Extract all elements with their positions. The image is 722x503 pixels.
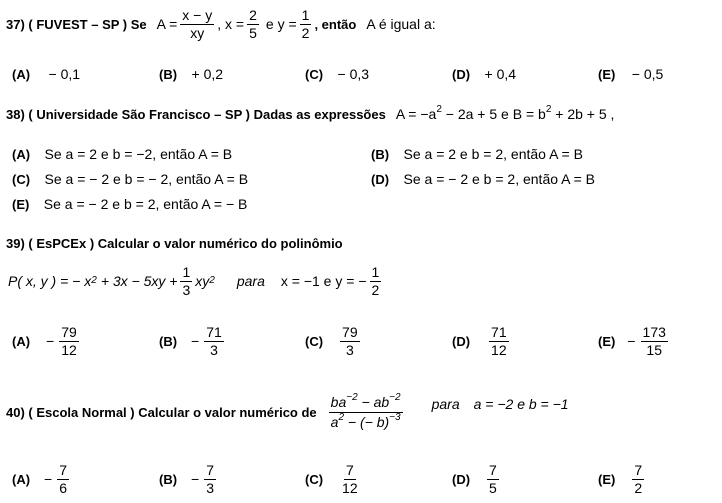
frac-den: 12 — [491, 341, 507, 358]
q37-frac-y-num: 1 — [301, 7, 310, 24]
q40-denominator — [329, 413, 403, 432]
frac-den: 3 — [182, 281, 191, 298]
option-fraction — [204, 324, 224, 357]
option-label: (B) — [159, 471, 178, 487]
frac-num: 1 — [182, 264, 191, 281]
option-fraction — [59, 324, 79, 357]
q39-frac-y — [370, 264, 382, 297]
option-value: Se a = 2 e b = 2, então A = B — [403, 146, 583, 162]
q39-polynomial: P( x, y ) = − x 2 + 3x − 5xy + $\frac{1}{3}$ xy 2 para x = −1 e y = − $\frac{1}{2}$ — [8, 264, 380, 298]
q37-frac-x-den: 5 — [249, 24, 257, 41]
option-label: (A) — [12, 471, 31, 487]
option-label: (A) — [12, 333, 31, 349]
q37-frac-A-num: x − y — [182, 7, 213, 24]
option-fraction — [632, 462, 644, 495]
q40-part: − ab — [361, 393, 390, 410]
frac-num: 7 — [345, 462, 354, 479]
q38-expr — [396, 106, 615, 122]
frac-den: 15 — [646, 341, 662, 358]
q38-expr-part: A = −a — [395, 106, 437, 122]
q37-option-a[interactable] — [12, 66, 80, 84]
q39-para: para — [236, 273, 265, 289]
q37-frac-y-den: 2 — [301, 24, 310, 41]
option-label: (E) — [598, 471, 616, 487]
q37-tail: A é igual a: — [366, 16, 436, 32]
q40-option-a[interactable] — [12, 456, 72, 502]
option-sign: − — [191, 471, 200, 487]
frac-num: 79 — [342, 324, 358, 341]
option-value: + 0,4 — [484, 66, 517, 82]
q39-option-a[interactable] — [12, 318, 82, 364]
q39-option-b[interactable] — [159, 318, 227, 364]
frac-num: 79 — [61, 324, 77, 341]
q37-option-b[interactable] — [159, 66, 223, 84]
q40-option-c[interactable] — [305, 456, 363, 502]
option-label: (B) — [159, 333, 178, 349]
frac-den: 3 — [210, 341, 218, 358]
q38-option-d[interactable] — [371, 171, 595, 189]
q40-part: − (− b) — [347, 413, 390, 430]
option-value: + 0,2 — [191, 66, 224, 82]
frac-den: 12 — [61, 341, 77, 358]
q37-frac-x-num: 2 — [249, 7, 257, 24]
q37-x-eq: , x = — [217, 16, 245, 32]
option-value: Se a = − 2 e b = − 2, então A = B — [44, 171, 249, 187]
frac-num: 7 — [59, 462, 68, 479]
option-value: − 0,1 — [48, 66, 81, 82]
q37-frac-A — [180, 7, 214, 40]
frac-num: 7 — [206, 462, 215, 479]
q40-heading: 40) ( Escola Normal ) Calcular o valor numérico de — [6, 404, 317, 420]
option-sign: − — [191, 333, 200, 349]
q40-part: a — [330, 413, 339, 430]
q38-option-b[interactable] — [371, 146, 583, 164]
option-label: (A) — [12, 67, 31, 82]
frac-num: 71 — [206, 324, 222, 341]
q39-poly-part: + 3x − 5xy + — [100, 273, 178, 289]
frac-den: 2 — [634, 479, 643, 496]
q40-exp: 2 — [338, 411, 345, 423]
option-value: Se a = − 2 e b = 2, então A = B — [403, 171, 595, 187]
option-label: (E) — [598, 67, 616, 82]
option-fraction — [489, 324, 509, 357]
q40-exp: −2 — [346, 391, 358, 403]
q39-condition: x = −1 e y = − — [280, 273, 367, 289]
option-label: (D) — [452, 333, 471, 349]
frac-den: 5 — [489, 479, 497, 496]
option-value: Se a = 2 e b = −2, então A = B — [44, 146, 233, 162]
q37-A-eq: A = — [156, 16, 178, 32]
option-sign: − — [44, 471, 53, 487]
option-label: (E) — [12, 197, 30, 212]
option-label: (C) — [12, 172, 31, 187]
option-label: (C) — [305, 471, 324, 487]
option-value: Se a = − 2 e b = 2, então A = − B — [43, 196, 248, 212]
option-label: (D) — [452, 67, 471, 82]
option-label: (D) — [371, 172, 390, 187]
option-fraction — [340, 462, 360, 495]
option-fraction — [57, 462, 69, 495]
q40-option-e[interactable] — [598, 456, 647, 502]
q37-frac-y — [300, 7, 312, 40]
q38-exp: 2 — [436, 104, 442, 115]
frac-den: 2 — [371, 281, 380, 298]
option-value: − 0,5 — [631, 66, 664, 82]
q40-exp: −2 — [389, 391, 401, 403]
q37-statement — [6, 4, 436, 44]
option-label: (A) — [12, 147, 31, 162]
option-sign: − — [46, 333, 55, 349]
frac-den: 3 — [206, 479, 215, 496]
option-label: (E) — [598, 333, 616, 349]
option-label: (B) — [371, 147, 390, 162]
q40-option-b[interactable] — [159, 456, 219, 502]
q38-expr-part: − 2a + 5 e B = b — [445, 106, 546, 122]
frac-den: 6 — [59, 479, 68, 496]
frac-num: 173 — [642, 324, 666, 341]
frac-num: 71 — [491, 324, 507, 341]
option-value: − 0,3 — [337, 66, 370, 82]
q39-poly-part: P( x, y ) = − x — [8, 273, 92, 289]
frac-num: 7 — [489, 462, 497, 479]
frac-num: 7 — [634, 462, 643, 479]
q39-option-c[interactable] — [305, 318, 363, 364]
option-label: (C) — [305, 333, 324, 349]
option-fraction — [487, 462, 499, 495]
q40-option-d[interactable] — [452, 456, 502, 502]
option-label: (B) — [159, 67, 178, 82]
q40-condition: a = −2 e b = −1 — [473, 396, 569, 412]
q39-frac-p — [180, 264, 192, 297]
q37-option-d[interactable] — [452, 66, 516, 84]
q37-heading: 37) ( FUVEST – SP ) Se — [6, 16, 147, 32]
q38-expr-part: + 2b + 5 , — [555, 106, 615, 122]
frac-num: 1 — [371, 264, 380, 281]
q39-poly-part: xy — [195, 273, 210, 289]
q37-option-e[interactable] — [598, 66, 663, 84]
q38-option-c[interactable] — [12, 171, 248, 189]
q39-heading: 39) ( EsPCEx ) Calcular o valor numérico do polinômio — [6, 236, 343, 251]
q40-statement — [6, 386, 569, 438]
option-label: (C) — [305, 67, 324, 82]
option-fraction — [204, 462, 216, 495]
q37-y-eq: e y = — [265, 16, 297, 32]
option-label: (D) — [452, 471, 471, 487]
q38-exp: 2 — [545, 104, 552, 115]
q40-exp: −3 — [389, 411, 401, 423]
q37-entao: , então — [314, 16, 357, 32]
q40-numerator — [329, 393, 403, 413]
q40-expression — [329, 393, 403, 432]
q39-option-d[interactable] — [452, 318, 512, 364]
q38-statement — [6, 106, 614, 122]
q38-heading: 38) ( Universidade São Francisco – SP ) Dadas as expressões — [6, 107, 386, 122]
q37-frac-x — [247, 7, 259, 40]
q39-option-e[interactable] — [598, 318, 671, 364]
option-fraction — [641, 324, 668, 357]
q38-option-a[interactable] — [12, 146, 232, 164]
frac-den: 3 — [345, 341, 354, 358]
q37-option-c[interactable] — [305, 66, 369, 84]
option-fraction — [340, 324, 360, 357]
q40-para: para — [431, 396, 460, 412]
frac-den: 12 — [342, 479, 358, 496]
option-sign: − — [627, 333, 636, 349]
q38-option-e[interactable] — [12, 196, 247, 214]
q37-frac-A-den: xy — [190, 24, 205, 41]
q40-part: ba — [330, 393, 347, 410]
